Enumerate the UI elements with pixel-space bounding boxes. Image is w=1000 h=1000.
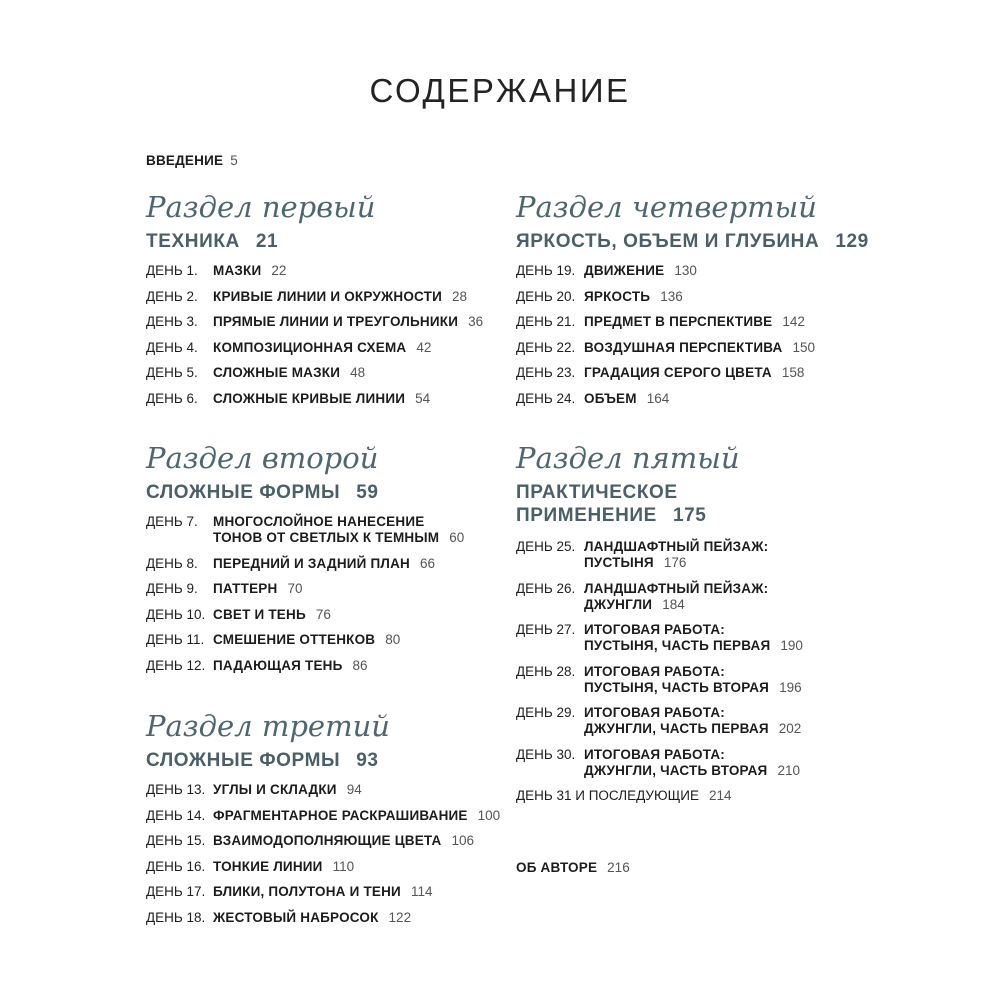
entry-title: ПРЕДМЕТ В ПЕРСПЕКТИВЕ — [584, 314, 773, 329]
toc-entry — [146, 782, 500, 798]
entry-page: 94 — [346, 782, 362, 797]
entry-title: ПАТТЕРН — [213, 581, 278, 596]
entry-title: СМЕШЕНИЕ ОТТЕНКОВ — [213, 632, 376, 647]
entry-page: 122 — [388, 909, 412, 925]
entry-title: СЛОЖНЫЕ МАЗКИ — [213, 365, 341, 380]
toc-entry — [146, 607, 464, 623]
toc-entry — [146, 340, 483, 356]
entry-page: 158 — [781, 365, 805, 380]
section-1 — [146, 190, 484, 416]
section-3-page: 93 — [356, 750, 379, 771]
entry-page: 142 — [782, 314, 805, 329]
day-label: ДЕНЬ 19. — [516, 263, 576, 278]
section-2-page: 59 — [356, 482, 379, 503]
entry-title: ЯРКОСТЬ — [584, 288, 651, 304]
entry-title: КРИВЫЕ ЛИНИИ И ОКРУЖНОСТИ — [213, 288, 442, 304]
toc-entry — [516, 391, 869, 407]
day-label: ДЕНЬ 10. — [146, 606, 206, 622]
section-4-heading-text: ЯРКОСТЬ, ОБЪЕМ И ГЛУБИНА — [516, 231, 820, 252]
entry-title: ВОЗДУШНАЯ ПЕРСПЕКТИВА — [584, 339, 783, 355]
entry-title: ТОНКИЕ ЛИНИИ — [213, 858, 323, 874]
day-label: ДЕНЬ 8. — [146, 555, 198, 571]
section-4-page: 129 — [835, 231, 869, 252]
entry-title: СЛОЖНЫЕ КРИВЫЕ ЛИНИИ — [213, 390, 406, 406]
toc-entry — [516, 622, 803, 654]
day-label: ДЕНЬ 9. — [146, 581, 198, 596]
day-label: ДЕНЬ 18. — [146, 909, 206, 925]
section-5-heading-line2: ПРИМЕНЕНИЕ — [516, 505, 657, 526]
section-4 — [516, 190, 869, 416]
toc-entry — [516, 705, 803, 737]
entry-title: ЛАНДШАФТНЫЙ ПЕЙЗАЖ: ДЖУНГЛИ — [584, 580, 769, 612]
entry-page: 86 — [352, 657, 368, 673]
day-label: ДЕНЬ 15. — [146, 833, 206, 848]
toc-entry — [146, 581, 464, 597]
toc-entry — [516, 263, 869, 279]
entry-title: ЖЕСТОВЫЙ НАБРОСОК — [213, 909, 379, 925]
toc-entry — [146, 263, 483, 279]
day-label: ДЕНЬ 4. — [146, 339, 198, 355]
section-4-heading — [516, 230, 869, 253]
entry-page: 66 — [420, 555, 436, 571]
toc-entry — [146, 808, 500, 824]
section-5-page: 175 — [672, 505, 707, 526]
toc-entry-about — [516, 860, 630, 875]
day-label: ДЕНЬ 6. — [146, 390, 198, 406]
day-label: ДЕНЬ 26. — [516, 580, 576, 596]
toc-entry — [516, 539, 803, 571]
entry-page: 202 — [778, 721, 802, 736]
entry-page: 164 — [646, 390, 670, 406]
entry-page: 70 — [287, 581, 303, 596]
entry-title: ГРАДАЦИЯ СЕРОГО ЦВЕТА — [584, 365, 772, 380]
entry-page: 130 — [674, 263, 697, 278]
entry-title: ДВИЖЕНИЕ — [584, 263, 665, 278]
page-title: СОДЕРЖАНИЕ — [369, 72, 631, 109]
entry-title: ИТОГОВАЯ РАБОТА: ПУСТЫНЯ, ЧАСТЬ ВТОРАЯ — [584, 663, 770, 695]
day-label: ДЕНЬ 28. — [516, 663, 576, 679]
entry-title: ЛАНДШАФТНЫЙ ПЕЙЗАЖ: ПУСТЫНЯ — [584, 539, 769, 570]
entry-title: ИТОГОВАЯ РАБОТА: ДЖУНГЛИ, ЧАСТЬ ВТОРАЯ — [584, 746, 768, 778]
day-label: ДЕНЬ 11. — [146, 632, 205, 647]
entry-title: ПАДАЮЩАЯ ТЕНЬ — [213, 657, 343, 673]
section-2-entries — [146, 514, 464, 674]
day-label: ДЕНЬ 25. — [516, 539, 576, 554]
day-label: ДЕНЬ 1. — [146, 263, 198, 278]
entry-page: 150 — [792, 339, 815, 355]
toc-entry — [146, 514, 464, 546]
entry-title: ИТОГОВАЯ РАБОТА: ДЖУНГЛИ, ЧАСТЬ ПЕРВАЯ — [584, 705, 769, 736]
section-4-script-title: Раздел четвертый — [516, 190, 817, 224]
section-2-heading-text: СЛОЖНЫЕ ФОРМЫ — [146, 482, 341, 503]
entry-title: ИТОГОВАЯ РАБОТА: ПУСТЫНЯ, ЧАСТЬ ПЕРВАЯ — [584, 622, 771, 653]
toc-entry — [516, 314, 869, 330]
day-label: ДЕНЬ 5. — [146, 365, 198, 380]
section-3-entries — [146, 782, 500, 926]
section-5-heading-line1: ПРАКТИЧЕСКОЕ — [516, 482, 678, 503]
day-label: ДЕНЬ 12. — [146, 657, 206, 673]
entry-page: 36 — [468, 314, 484, 329]
toc-entry — [146, 289, 483, 305]
entry-title: УГЛЫ И СКЛАДКИ — [213, 782, 337, 797]
section-3-heading-text: СЛОЖНЫЕ ФОРМЫ — [146, 750, 341, 771]
entry-title: МНОГОСЛОЙНОЕ НАНЕСЕНИЕ ТОНОВ ОТ СВЕТЛЫХ К ТЕМНЫМ — [213, 514, 440, 545]
section-3-heading — [146, 749, 500, 772]
entry-title: МАЗКИ — [213, 263, 262, 278]
day-label: ДЕНЬ 22. — [516, 339, 576, 355]
entry-title: ПРЯМЫЕ ЛИНИИ И ТРЕУГОЛЬНИКИ — [213, 314, 459, 329]
entry-page: 48 — [350, 365, 366, 380]
entry-page: 42 — [416, 339, 432, 355]
final-entry-label: ДЕНЬ 31 И ПОСЛЕДУЮЩИЕ — [516, 788, 699, 803]
toc-entry — [146, 859, 500, 875]
toc-entry — [146, 365, 483, 381]
entry-page: 196 — [779, 679, 802, 695]
entry-page: 184 — [662, 596, 685, 612]
toc-entry — [516, 664, 803, 696]
intro-page: 5 — [230, 153, 238, 168]
toc-entry — [516, 289, 869, 305]
section-5-heading — [516, 481, 803, 527]
section-1-page: 21 — [255, 231, 279, 252]
section-1-heading-text: ТЕХНИКА — [146, 231, 240, 252]
day-label: ДЕНЬ 17. — [146, 884, 206, 899]
toc-entry — [146, 314, 483, 330]
toc-entry — [146, 833, 500, 849]
day-label: ДЕНЬ 24. — [516, 390, 576, 406]
toc-entry — [146, 910, 500, 926]
section-1-heading — [146, 230, 483, 253]
day-label: ДЕНЬ 7. — [146, 514, 198, 529]
section-1-script-title: Раздел первый — [146, 190, 376, 224]
section-2 — [146, 441, 465, 683]
entry-title: ВЗАИМОДОПОЛНЯЮЩИЕ ЦВЕТА — [213, 833, 442, 848]
toc-entry — [516, 365, 869, 381]
about-label: ОБ АВТОРЕ — [516, 860, 598, 875]
entry-page: 210 — [777, 762, 800, 778]
toc-entry — [146, 884, 500, 900]
entry-page: 106 — [451, 833, 474, 848]
toc-entry-final — [516, 788, 803, 804]
entry-page: 190 — [780, 638, 803, 653]
day-label: ДЕНЬ 20. — [516, 288, 576, 304]
intro-label: ВВЕДЕНИЕ — [146, 153, 224, 168]
entry-page: 28 — [451, 288, 468, 304]
day-label: ДЕНЬ 27. — [516, 622, 576, 637]
entry-page: 100 — [477, 807, 501, 823]
entry-title: ПЕРЕДНИЙ И ЗАДНИЙ ПЛАН — [213, 555, 410, 571]
toc-entry — [146, 391, 483, 407]
day-label: ДЕНЬ 2. — [146, 288, 198, 304]
entry-page: 136 — [660, 288, 683, 304]
toc-entry — [516, 747, 803, 779]
section-2-heading — [146, 481, 464, 504]
section-5-entries — [516, 539, 803, 804]
day-label: ДЕНЬ 29. — [516, 705, 576, 720]
section-1-entries — [146, 263, 483, 407]
entry-title: БЛИКИ, ПОЛУТОНА И ТЕНИ — [213, 884, 401, 899]
section-5-script-title: Раздел пятый — [516, 441, 740, 475]
entry-page: 176 — [663, 555, 687, 570]
day-label: ДЕНЬ 21. — [516, 314, 576, 329]
entry-page: 22 — [271, 263, 287, 278]
section-2-script-title: Раздел второй — [146, 441, 379, 475]
entry-page: 54 — [415, 390, 431, 406]
day-label: ДЕНЬ 23. — [516, 365, 576, 380]
entry-title: СВЕТ И ТЕНЬ — [213, 606, 306, 622]
toc-entry — [516, 340, 869, 356]
section-5 — [516, 441, 803, 814]
entry-page: 60 — [449, 530, 465, 545]
day-label: ДЕНЬ 3. — [146, 314, 198, 329]
day-label: ДЕНЬ 14. — [146, 807, 206, 823]
toc-entry — [146, 556, 464, 572]
toc-entry — [146, 632, 464, 648]
final-entry-page: 214 — [708, 788, 732, 803]
day-label: ДЕНЬ 16. — [146, 858, 206, 874]
entry-page: 76 — [315, 606, 331, 622]
about-page: 216 — [607, 860, 630, 875]
entry-title: ОБЪЕМ — [584, 390, 637, 406]
toc-entry — [146, 658, 464, 674]
entry-page: 80 — [385, 632, 401, 647]
entry-title: ФРАГМЕНТАРНОЕ РАСКРАШИВАНИЕ — [213, 807, 468, 823]
toc-entry — [516, 581, 803, 613]
entry-page: 110 — [332, 858, 355, 874]
section-3-script-title: Раздел третий — [146, 709, 390, 743]
day-label: ДЕНЬ 13. — [146, 782, 206, 797]
entry-page: 114 — [410, 884, 433, 899]
toc-entry-intro — [146, 153, 238, 168]
section-3 — [146, 709, 501, 935]
section-4-entries — [516, 263, 869, 407]
entry-title: КОМПОЗИЦИОННАЯ СХЕМА — [213, 339, 407, 355]
day-label: ДЕНЬ 30. — [516, 746, 576, 762]
